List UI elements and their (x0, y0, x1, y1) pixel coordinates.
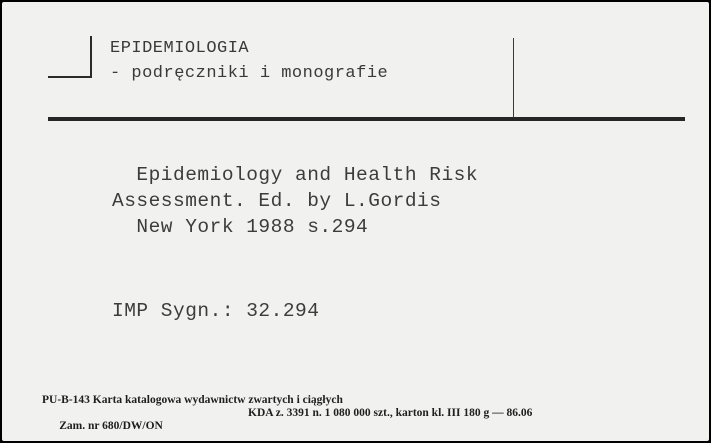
bibliographic-entry (112, 162, 478, 240)
subject-heading (110, 36, 388, 86)
header-rule (48, 117, 685, 121)
entry-line-title: Epidemiology and Health Risk (112, 164, 479, 186)
card-footer (42, 394, 533, 441)
call-number: IMP Sygn.: 32.294 (112, 300, 320, 322)
footer-print-info (42, 407, 533, 441)
footer-print-details: KDA z. 3391 n. 1 080 000 szt., karton kl. III 180 g — 86.06 (248, 407, 533, 419)
footer-order-number: Zam. nr 680/DW/ON (59, 420, 163, 432)
subject-heading-subtitle: - podręczniki i monografie (110, 64, 389, 83)
catalog-card (2, 2, 709, 441)
entry-line-imprint: New York 1988 s.294 (112, 216, 369, 238)
header-bracket-horizontal (48, 76, 92, 78)
header-bracket-vertical (90, 36, 92, 78)
subject-heading-title: EPIDEMIOLOGIA (110, 39, 250, 58)
header-divider-line (513, 38, 514, 120)
footer-form-title: PU-B-143 Karta katalogowa wydawnictw zwartych i ciągłych (42, 394, 343, 406)
entry-line-editor: Assessment. Ed. by L.Gordis (112, 190, 442, 212)
